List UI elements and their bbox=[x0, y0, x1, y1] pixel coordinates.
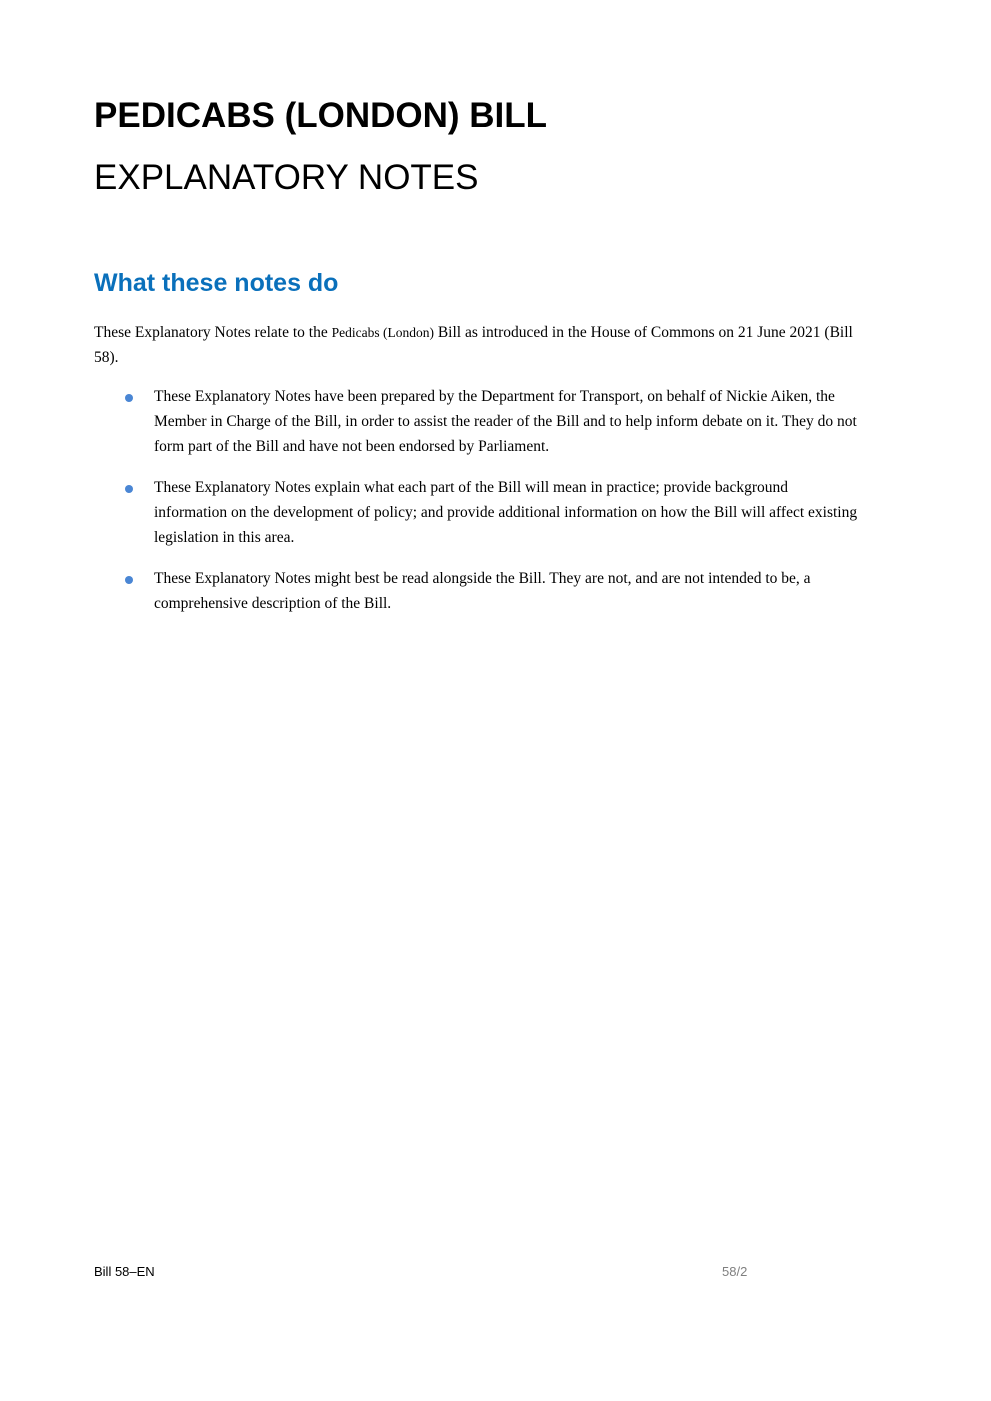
intro-paragraph bbox=[94, 320, 854, 370]
notes-bullet-list bbox=[94, 384, 864, 632]
bullet-icon bbox=[125, 576, 133, 584]
intro-text-part1: These Explanatory Notes relate to the bbox=[94, 324, 332, 341]
list-item bbox=[94, 384, 864, 459]
document-title: PEDICABS (LONDON) BILL bbox=[94, 96, 548, 135]
list-item-text: These Explanatory Notes have been prepared by the Department for Transport, on behalf of Nickie Aiken, the Member in Charge of the Bill, in order to assist the reader of the Bill and to help inform debate on it. They do not form part of the Bill and have not been endorsed by Parliament. bbox=[154, 388, 857, 455]
list-item-text: These Explanatory Notes explain what each part of the Bill will mean in practice; provide background information on the development of policy; and provide additional information on how the Bill will affect existing legislation in this area. bbox=[154, 479, 858, 546]
intro-text-part2: Bill as introduced in the House of Commons on 21 June 2021 (Bill 58). bbox=[94, 324, 853, 366]
section-heading: What these notes do bbox=[94, 269, 339, 297]
intro-bill-name: Pedicabs (London) bbox=[331, 325, 434, 340]
bullet-icon bbox=[125, 485, 133, 493]
list-item-text: These Explanatory Notes might best be read alongside the Bill. They are not, and are not intended to be, a comprehensive description of the Bill. bbox=[154, 570, 811, 612]
list-item bbox=[94, 566, 864, 616]
bullet-icon bbox=[125, 394, 133, 402]
footer-bill-reference: Bill 58–EN bbox=[94, 1264, 155, 1279]
footer-print-number: 58/2 bbox=[722, 1264, 748, 1279]
list-item bbox=[94, 475, 864, 550]
document-subtitle: EXPLANATORY NOTES bbox=[94, 158, 479, 197]
